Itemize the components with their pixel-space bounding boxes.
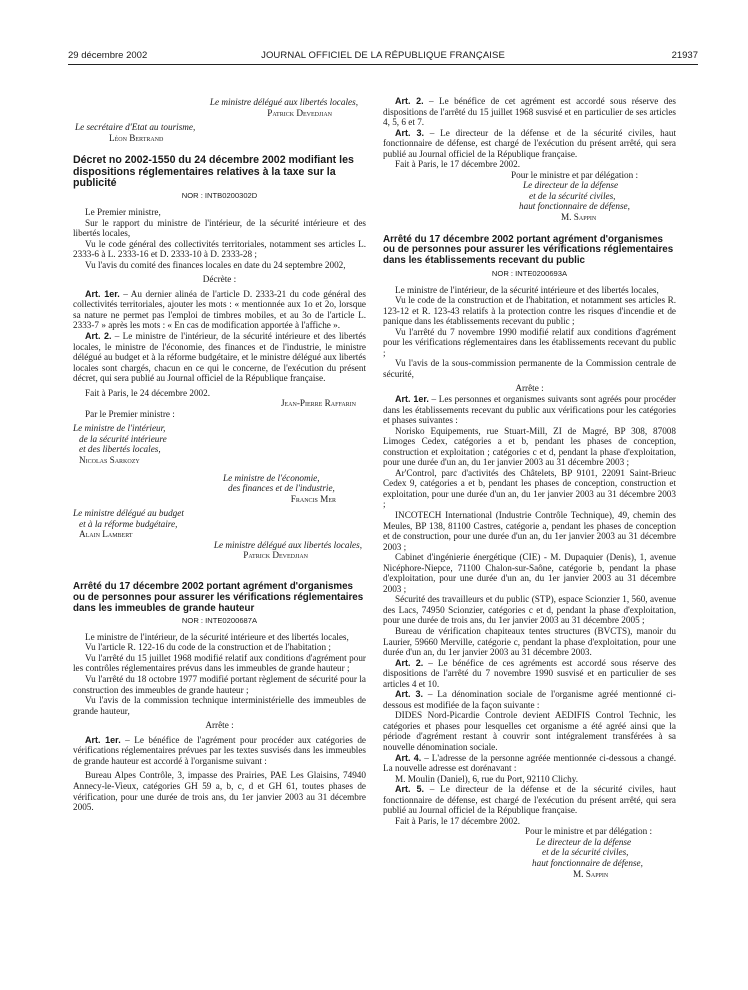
signatory-role: Le ministre délégué aux libertés locales, bbox=[213, 539, 362, 550]
paragraph: Le ministre de l'intérieur, de la sécurité intérieure et des libertés locales, bbox=[395, 284, 659, 295]
article-label: Art. 1er. bbox=[395, 393, 429, 404]
nor-reference: NOR : INTE0200693A bbox=[491, 268, 568, 278]
signatory-role: des finances et de l'industrie, bbox=[228, 483, 335, 494]
decree-title: Décret no 2002-1550 du 24 décembre 2002 modifiant les dispositions réglementaires relatives à la taxe sur la publicité bbox=[73, 154, 354, 189]
article-label: Art. 2. bbox=[395, 96, 424, 106]
article-label: Art. 3. bbox=[395, 689, 424, 700]
article: Art. 1er. – Au dernier alinéa de l'article D. 2333-21 du code général des collectivités territoriales, ajouter les mots : « mentionnée aux 1o et 2o, lorsque sa nature ne permet pas l'emploi de timbres mobiles, et au 3o de l'article L. 2333-7 » après les mots : « En cas de modification apportée à l'affiche ». bbox=[73, 288, 366, 331]
par-le-premier-ministre: Par le Premier ministre : bbox=[85, 408, 175, 419]
article-label: Art. 1er. bbox=[85, 734, 121, 745]
article: Art. 3. – Le directeur de la défense et de la sécurité civiles, haut fonctionnaire de défense, est chargé de l'exécution du présent arrêté, qui sera publié au Journal officiel de la République française. bbox=[383, 127, 676, 159]
paragraph: Vu l'arrêté du 15 juillet 1968 modifié relatif aux conditions d'agrément pour les contrôles réglementaires prévus dans les immeubles de grande hauteur ; bbox=[73, 652, 366, 674]
arrete-title: Arrêté du 17 décembre 2002 portant agrément d'organismes ou de personnes pour assurer les vérifications réglementaires dans les immeubles de grande hauteur bbox=[73, 580, 364, 614]
header-journal-title: JOURNAL OFFICIEL DE LA RÉPUBLIQUE FRANÇAISE bbox=[261, 50, 505, 61]
paragraph: Vu l'article R. 122-16 du code de la construction et de l'habitation ; bbox=[85, 642, 331, 653]
article-label: Art. 4. bbox=[395, 752, 422, 763]
signatory-role: Le ministre délégué au budget bbox=[73, 508, 184, 519]
signatory-name: Patrick Devedjian bbox=[267, 107, 332, 118]
paragraph: Vu l'avis du comité des finances locales en date du 24 septembre 2002, bbox=[85, 259, 346, 270]
paragraph: Vu le code général des collectivités territoriales, notamment ses articles L. 2333-6 à L. 2333-16 et D. 2333-10 à D. 2333-28 ; bbox=[73, 238, 366, 260]
paragraph: Ar'Control, parc d'activités des Châtelets, BP 9101, 22091 Saint-Brieuc Cedex 9, catégories a et b, pendant les phases de conception, construction et exploitation, pour une durée d'un an, du 1er janvier 2003 au 31 décembre 2003 ; bbox=[383, 467, 676, 510]
fait-a-paris: Fait à Paris, le 24 décembre 2002. bbox=[85, 387, 211, 398]
article-label: Art. 2. bbox=[395, 657, 424, 668]
signatory-role: Le directeur de la défense bbox=[536, 836, 632, 847]
article-label: Art. 5. bbox=[395, 784, 424, 795]
page-header bbox=[68, 50, 698, 64]
signatory-role: et de la sécurité civiles, bbox=[529, 190, 616, 201]
paragraph: Sécurité des travailleurs et du public (STP), espace Scionzier 1, 560, avenue des Lacs, 74950 Scionzier, catégories c et d, pendant la phase d'exploitation, pour une durée de trois ans, du 1er janvier 2003 au 31 décembre 2005 ; bbox=[383, 594, 676, 626]
decrete-label: Décrète : bbox=[202, 274, 237, 285]
signatory-name: Jean-Pierre Raffarin bbox=[280, 398, 356, 409]
article: Art. 2. – Le bénéfice de cet agrément est accordé sous réserve des dispositions de l'arrêté du 15 juillet 1968 susvisé et en particulier de ses articles 4, 5, 6 et 7. bbox=[383, 96, 676, 128]
paragraph: DIDES Nord-Picardie Controle devient AEDIFIS Control Technic, les catégories et phases pour lesquelles cet organisme a été agréé ainsi que la période d'agrément restant à couvrir sont intégralement transférées à sa nouvelle dénomination sociale. bbox=[383, 710, 676, 753]
signatory-role: et à la réforme budgétaire, bbox=[79, 518, 178, 529]
paragraph: Vu l'avis de la sous-commission permanente de la Commission centrale de sécurité, bbox=[383, 358, 676, 379]
header-rule bbox=[68, 64, 698, 65]
signatory-name: M. Sappin bbox=[573, 868, 609, 879]
nor-reference: NOR : INTE0200687A bbox=[181, 616, 258, 626]
left-column bbox=[73, 97, 366, 813]
signatory-role: de la sécurité intérieure bbox=[79, 433, 167, 444]
article: Art. 1er. – Les personnes et organismes suivants sont agréés pour procéder dans les établissements recevant du public aux vérifications pour les catégories et phases suivantes : bbox=[383, 393, 676, 426]
paragraph: Vu l'arrêté du 7 novembre 1990 modifié relatif aux conditions d'agrément pour les vérifications réglementaires dans les établissements recevant du public ; bbox=[383, 326, 676, 358]
signatory-name: M. Sappin bbox=[561, 212, 597, 223]
article: Art. 5. – Le directeur de la défense et de la sécurité civiles, haut fonctionnaire de défense, est chargé de l'exécution du présent arrêté, qui sera publié au Journal officiel de la République française. bbox=[383, 784, 676, 816]
right-column bbox=[383, 96, 676, 879]
article: Art. 3. – La dénomination sociale de l'organisme agréé mentionné ci-dessous est modifiée de la façon suivante : bbox=[383, 689, 676, 710]
paragraph: Le Premier ministre, bbox=[85, 206, 161, 217]
paragraph: Le ministre de l'intérieur, de la sécurité intérieure et des libertés locales, bbox=[85, 631, 349, 642]
article: Art. 4. – L'adresse de la personne agréée mentionnée ci-dessous a changé. La nouvelle adresse est dorénavant : bbox=[383, 752, 676, 774]
paragraph: Norisko Equipements, rue Stuart-Mill, ZI de Magré, BP 308, 87008 Limoges Cedex, catégories a et b, pendant les phases de conception, construction et exploitation ; catégories c et d, pendant la phase d'exploitation, pour une durée d'un an, du 1er janvier 2003 au 31 décembre 2003 ; bbox=[383, 425, 676, 468]
header-page-number: 21937 bbox=[671, 50, 698, 61]
paragraph: Vu le code de la construction et de l'habitation, et notamment ses articles R. 123-12 et R. 123-43 relatifs à la protection contre les risques d'incendie et de panique dans les établissements recevant du public ; bbox=[383, 295, 676, 327]
article-label: Art. 2. bbox=[85, 330, 112, 341]
signatory-role: Le secrétaire d'Etat au tourisme, bbox=[75, 122, 196, 133]
paragraph: INCOTECH International (Industrie Contrôle Technique), 49, chemin des Meules, BP 138, 81100 Castres, catégorie a, pendant les phases de conception et de construction, pour une durée d'un an, du 1er janvier 2003 au 31 décembre 2003 ; bbox=[383, 509, 676, 552]
signatory-name: Alain Lambert bbox=[79, 529, 133, 540]
signatory-role: Pour le ministre et par délégation : bbox=[511, 169, 639, 180]
signatory-role: Le ministre de l'économie, bbox=[223, 472, 320, 483]
paragraph: Vu l'arrêté du 18 octobre 1977 modifié portant règlement de sécurité pour la construction des immeubles de grande hauteur ; bbox=[73, 674, 366, 695]
signatory-name: Léon Bertrand bbox=[109, 132, 164, 143]
signatory-role: Le directeur de la défense bbox=[523, 180, 619, 191]
signatory-name: Francis Mer bbox=[290, 493, 336, 504]
article: Art. 1er. – Le bénéfice de l'agrément pour procéder aux catégories de vérifications réglementaires prévues par les textes susvisés dans les immeubles de grande hauteur est accordé à l'organisme suivant : bbox=[73, 734, 366, 766]
fait-a-paris: Fait à Paris, le 17 décembre 2002. bbox=[395, 159, 521, 170]
signatory-role: et des libertés locales, bbox=[79, 444, 161, 455]
signatory-role: et de la sécurité civiles, bbox=[542, 847, 629, 858]
signatory-role: haut fonctionnaire de défense, bbox=[519, 201, 630, 212]
article: Art. 2. – Le bénéfice de ces agréments est accordé sous réserve des dispositions de l'arrêté du 7 novembre 1990 susvisé et en particulier de ses articles 4 et 10. bbox=[383, 657, 676, 689]
arrete-title: Arrêté du 17 décembre 2002 portant agrément d'organismes ou de personnes pour assurer les vérifications réglementaires dans les établissements recevant du public bbox=[383, 233, 674, 267]
header-date: 29 décembre 2002 bbox=[68, 50, 148, 61]
signatory-name: Nicolas Sarkozy bbox=[79, 454, 140, 465]
fait-a-paris: Fait à Paris, le 17 décembre 2002. bbox=[395, 815, 521, 826]
nor-reference: NOR : INTB0200302D bbox=[181, 191, 258, 201]
paragraph: Cabinet d'ingénierie énergétique (CIE) - M. Dupaquier (Denis), 1, avenue Nicéphore-Niepce, 71100 Chalon-sur-Saône, catégorie b, pendant la phase d'exploitation, pour une durée d'un an, du 1er janvier 2003 au 31 décembre 2003 ; bbox=[383, 552, 676, 594]
signatory-role: Le ministre de l'intérieur, bbox=[73, 423, 166, 434]
signatory-name: Patrick Devedjian bbox=[243, 550, 308, 561]
paragraph: Vu l'avis de la commission technique interministérielle des immeubles de grande hauteur, bbox=[73, 695, 366, 716]
signatory-role: Le ministre délégué aux libertés locales, bbox=[209, 97, 358, 107]
arrete-label: Arrête : bbox=[205, 720, 234, 731]
signatory-role: haut fonctionnaire de défense, bbox=[532, 858, 643, 869]
arrete-label: Arrête : bbox=[515, 383, 544, 394]
paragraph: Sur le rapport du ministre de l'intérieur, de la sécurité intérieure et des libertés locales, bbox=[73, 217, 366, 239]
paragraph: M. Moulin (Daniel), 6, rue du Port, 92110 Clichy. bbox=[395, 773, 579, 784]
signatory-role: Pour le ministre et par délégation : bbox=[525, 826, 653, 837]
article-label: Art. 3. bbox=[395, 127, 424, 138]
article-label: Art. 1er. bbox=[85, 288, 120, 299]
paragraph: Bureau Alpes Contrôle, 3, impasse des Prairies, PAE Les Glaisins, 74940 Annecy-le-Vieux, catégories GH 59 a, b, c, d et GH 61, toutes phases de vérification, pour une durée de trois ans, du 1er janvier 2003 au 31 décembre 2005. bbox=[73, 770, 366, 813]
article: Art. 2. – Le ministre de l'intérieur, de la sécurité intérieure et des libertés locales, le ministre de l'économie, des finances et de l'industrie, le ministre délégué au budget et à la réforme budgétaire, et le ministre délégué aux libertés locales sont chargés, chacun en ce qui le concerne, de l'exécution du présent décret, qui sera publié au Journal officiel de la République française. bbox=[73, 330, 366, 384]
paragraph: Bureau de vérification chapiteaux tentes structures (BVCTS), manoir du Laurier, 59660 Merville, catégorie c, pendant la phase d'exploitation, pour une durée d'un an, du 1er janvier 2003 au 31 décembre 2003. bbox=[383, 626, 676, 658]
